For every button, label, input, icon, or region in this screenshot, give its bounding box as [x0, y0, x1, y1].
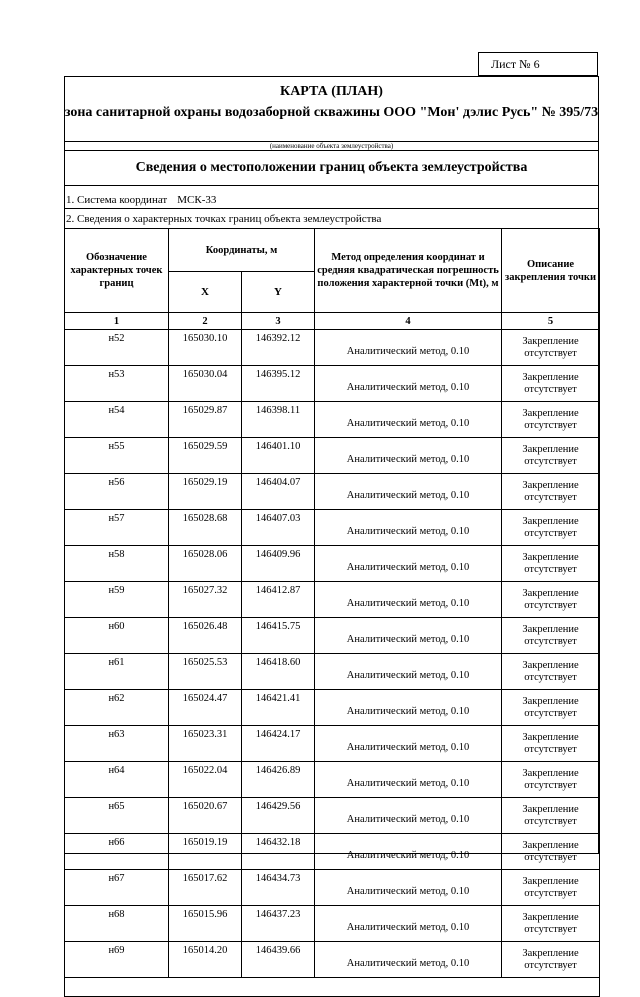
- coordinate-x: 165029.87: [169, 402, 242, 438]
- table-empty-footer: [65, 978, 600, 997]
- table-row: [65, 618, 600, 654]
- table-row: [65, 582, 600, 618]
- description-value: Закрепление отсутствует: [502, 366, 600, 402]
- table-row: [65, 834, 600, 870]
- object-name-caption: (наименование объекта землеустройства): [269, 142, 394, 150]
- header-y: Y: [242, 272, 315, 313]
- column-number: 1: [65, 313, 169, 330]
- coordinate-x: 165030.10: [169, 330, 242, 366]
- object-name: зона санитарной охраны водозаборной скважины ООО "Мон' дэлис Русь" № 395/73: [64, 105, 599, 120]
- coordinate-y: 146407.03: [242, 510, 315, 546]
- table-row: [65, 942, 600, 978]
- table-row: [65, 366, 600, 402]
- point-designation: н64: [65, 762, 169, 798]
- coordinate-y: 146404.07: [242, 474, 315, 510]
- table-row: [65, 510, 600, 546]
- coordinate-x: 165027.32: [169, 582, 242, 618]
- coordinate-x: 165028.68: [169, 510, 242, 546]
- coordinate-y: 146395.12: [242, 366, 315, 402]
- coordinate-system-value: МСК-33: [177, 194, 217, 206]
- method-value: Аналитический метод, 0.10: [315, 942, 502, 978]
- coordinate-x: 165017.62: [169, 870, 242, 906]
- coordinate-y: 146429.56: [242, 798, 315, 834]
- point-designation: н65: [65, 798, 169, 834]
- coordinate-y: 146437.23: [242, 906, 315, 942]
- header-x: X: [169, 272, 242, 313]
- coordinate-y: 146418.60: [242, 654, 315, 690]
- coordinate-y: 146426.89: [242, 762, 315, 798]
- column-number: 2: [169, 313, 242, 330]
- method-value: Аналитический метод, 0.10: [315, 726, 502, 762]
- points-info-label: 2. Сведения о характерных точках границ объекта землеустройства: [66, 213, 382, 225]
- description-value: Закрепление отсутствует: [502, 762, 600, 798]
- description-value: Закрепление отсутствует: [502, 726, 600, 762]
- point-designation: н60: [65, 618, 169, 654]
- table-row: [65, 906, 600, 942]
- header-designation: Обозначение характерных точек границ: [65, 229, 169, 313]
- description-value: Закрепление отсутствует: [502, 798, 600, 834]
- table-row: [65, 726, 600, 762]
- point-designation: н63: [65, 726, 169, 762]
- header-method: Метод определения координат и средняя квадратическая погрешность положения характерной точки (Mt), м: [315, 229, 502, 313]
- method-value: Аналитический метод, 0.10: [315, 834, 502, 870]
- column-number: 3: [242, 313, 315, 330]
- coordinate-x: 165029.19: [169, 474, 242, 510]
- description-value: Закрепление отсутствует: [502, 654, 600, 690]
- coordinate-x: 165020.67: [169, 798, 242, 834]
- coordinate-y: 146412.87: [242, 582, 315, 618]
- column-number: 5: [502, 313, 600, 330]
- coordinate-system-label: 1. Система координат: [66, 194, 168, 206]
- table-row: [65, 870, 600, 906]
- table-row: [65, 690, 600, 726]
- point-designation: н66: [65, 834, 169, 870]
- header-coordinates: Координаты, м: [169, 229, 315, 272]
- method-value: Аналитический метод, 0.10: [315, 510, 502, 546]
- point-designation: н67: [65, 870, 169, 906]
- method-value: Аналитический метод, 0.10: [315, 402, 502, 438]
- coordinate-x: 165023.31: [169, 726, 242, 762]
- description-value: Закрепление отсутствует: [502, 438, 600, 474]
- point-designation: н61: [65, 654, 169, 690]
- table-row: [65, 654, 600, 690]
- description-value: Закрепление отсутствует: [502, 474, 600, 510]
- coordinate-y: 146392.12: [242, 330, 315, 366]
- points-table-body: [65, 330, 600, 978]
- method-value: Аналитический метод, 0.10: [315, 870, 502, 906]
- coordinate-y: 146439.66: [242, 942, 315, 978]
- description-value: Закрепление отсутствует: [502, 942, 600, 978]
- coordinate-y: 146432.18: [242, 834, 315, 870]
- coordinate-x: 165028.06: [169, 546, 242, 582]
- description-value: Закрепление отсутствует: [502, 690, 600, 726]
- method-value: Аналитический метод, 0.10: [315, 366, 502, 402]
- document-title: КАРТА (ПЛАН): [280, 84, 383, 99]
- description-value: Закрепление отсутствует: [502, 510, 600, 546]
- point-designation: н58: [65, 546, 169, 582]
- sheet-number: Лист № 6: [478, 52, 598, 76]
- description-value: Закрепление отсутствует: [502, 330, 600, 366]
- coordinate-x: 165015.96: [169, 906, 242, 942]
- coordinate-x: 165014.20: [169, 942, 242, 978]
- method-value: Аналитический метод, 0.10: [315, 438, 502, 474]
- point-designation: н68: [65, 906, 169, 942]
- point-designation: н56: [65, 474, 169, 510]
- point-designation: н57: [65, 510, 169, 546]
- description-value: Закрепление отсутствует: [502, 582, 600, 618]
- points-table: [64, 228, 600, 997]
- coordinate-x: 165022.04: [169, 762, 242, 798]
- point-designation: н53: [65, 366, 169, 402]
- point-designation: н55: [65, 438, 169, 474]
- method-value: Аналитический метод, 0.10: [315, 762, 502, 798]
- coordinate-x: 165030.04: [169, 366, 242, 402]
- description-value: Закрепление отсутствует: [502, 546, 600, 582]
- column-number: 4: [315, 313, 502, 330]
- point-designation: н52: [65, 330, 169, 366]
- description-value: Закрепление отсутствует: [502, 870, 600, 906]
- coordinate-x: 165024.47: [169, 690, 242, 726]
- table-row: [65, 798, 600, 834]
- table-row: [65, 762, 600, 798]
- method-value: Аналитический метод, 0.10: [315, 546, 502, 582]
- table-row: [65, 546, 600, 582]
- point-designation: н59: [65, 582, 169, 618]
- description-value: Закрепление отсутствует: [502, 402, 600, 438]
- point-designation: н69: [65, 942, 169, 978]
- method-value: Аналитический метод, 0.10: [315, 654, 502, 690]
- coordinate-system-line: [64, 193, 599, 209]
- table-row: [65, 438, 600, 474]
- coordinate-y: 146421.41: [242, 690, 315, 726]
- coordinate-y: 146398.11: [242, 402, 315, 438]
- coordinate-x: 165026.48: [169, 618, 242, 654]
- coordinate-x: 165029.59: [169, 438, 242, 474]
- point-designation: н54: [65, 402, 169, 438]
- method-value: Аналитический метод, 0.10: [315, 618, 502, 654]
- coordinate-y: 146401.10: [242, 438, 315, 474]
- coordinate-y: 146409.96: [242, 546, 315, 582]
- description-value: Закрепление отсутствует: [502, 834, 600, 870]
- coordinate-y: 146434.73: [242, 870, 315, 906]
- point-designation: н62: [65, 690, 169, 726]
- coordinate-x: 165025.53: [169, 654, 242, 690]
- method-value: Аналитический метод, 0.10: [315, 474, 502, 510]
- table-row: [65, 402, 600, 438]
- coordinate-y: 146424.17: [242, 726, 315, 762]
- method-value: Аналитический метод, 0.10: [315, 330, 502, 366]
- description-value: Закрепление отсутствует: [502, 906, 600, 942]
- coordinate-x: 165019.19: [169, 834, 242, 870]
- table-row: [65, 330, 600, 366]
- method-value: Аналитический метод, 0.10: [315, 582, 502, 618]
- method-value: Аналитический метод, 0.10: [315, 690, 502, 726]
- coordinate-y: 146415.75: [242, 618, 315, 654]
- header-description: Описание закрепления точки: [502, 229, 600, 313]
- method-value: Аналитический метод, 0.10: [315, 798, 502, 834]
- section-title: Сведения о местоположении границ объекта землеустройства: [64, 150, 599, 186]
- table-row: [65, 474, 600, 510]
- description-value: Закрепление отсутствует: [502, 618, 600, 654]
- method-value: Аналитический метод, 0.10: [315, 906, 502, 942]
